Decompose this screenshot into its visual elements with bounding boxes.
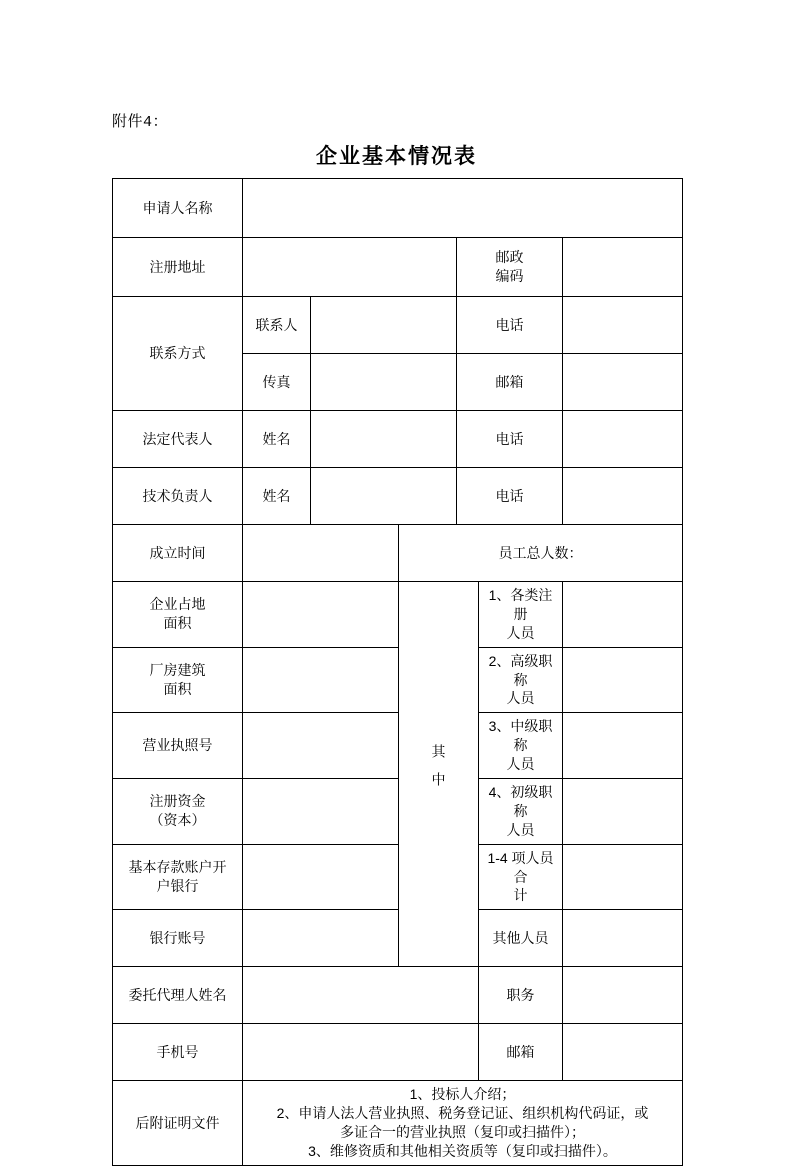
agent-position-label: 职务 — [479, 967, 563, 1024]
agent-email-value[interactable] — [563, 1024, 683, 1081]
table-row — [113, 525, 683, 582]
bank-account-open-label-line1: 基本存款账户开 — [128, 859, 227, 876]
contact-person-value[interactable] — [311, 297, 457, 354]
registered-capital-label-line1: 注册资金 — [149, 793, 206, 810]
table-row — [113, 647, 683, 713]
attached-docs-line-2: 2、申请人法人营业执照、税务登记证、组织机构代码证，或 — [276, 1105, 649, 1122]
staff-row-label-1-line1: 1、各类注册 — [488, 587, 553, 622]
legal-rep-name-label: 姓名 — [243, 411, 311, 468]
table-row — [113, 1081, 683, 1166]
staff-row-label-1-line2: 人员 — [506, 624, 535, 641]
staff-row-label-3-line2: 人员 — [506, 756, 535, 773]
license-no-label: 营业执照号 — [113, 713, 243, 779]
email-value[interactable] — [563, 354, 683, 411]
attachment-label: 附件4： — [112, 114, 169, 131]
establish-time-value[interactable] — [243, 525, 399, 582]
mobile-label: 手机号 — [113, 1024, 243, 1081]
staff-row-value-1[interactable] — [563, 582, 683, 648]
staff-row-value-6[interactable] — [563, 910, 683, 967]
staff-row-value-3[interactable] — [563, 713, 683, 779]
table-row — [113, 179, 683, 238]
tech-lead-name-label: 姓名 — [243, 468, 311, 525]
tech-lead-phone-value[interactable] — [563, 468, 683, 525]
registered-address-value[interactable] — [243, 238, 457, 297]
email-label: 邮箱 — [457, 354, 563, 411]
legal-rep-name-value[interactable] — [311, 411, 457, 468]
staff-row-value-2[interactable] — [563, 647, 683, 713]
staff-row-value-5[interactable] — [563, 844, 683, 910]
agent-name-label: 委托代理人姓名 — [113, 967, 243, 1024]
applicant-name-label: 申请人名称 — [113, 179, 243, 238]
applicant-name-value[interactable] — [243, 179, 683, 238]
land-area-value[interactable] — [243, 582, 399, 648]
postal-code-label — [457, 238, 563, 297]
land-area-label-line1: 企业占地 — [149, 596, 206, 613]
bank-account-open-label-line2: 户银行 — [156, 878, 199, 895]
staff-row-label-1 — [479, 582, 563, 648]
tech-lead-name-value[interactable] — [311, 468, 457, 525]
bank-account-no-value[interactable] — [243, 910, 399, 967]
staff-row-label-4 — [479, 779, 563, 845]
staff-row-label-4-line1: 4、初级职称 — [488, 784, 553, 819]
staff-row-label-2-line1: 2、高级职称 — [488, 652, 553, 688]
plant-area-label-line2: 面积 — [163, 681, 192, 697]
land-area-label-line2: 面积 — [163, 615, 192, 632]
plant-area-label-line1: 厂房建筑 — [149, 662, 206, 679]
attached-docs-notes — [243, 1081, 683, 1166]
tech-lead-label: 技术负责人 — [113, 468, 243, 525]
table-row — [113, 779, 683, 845]
plant-area-label — [113, 647, 243, 713]
table-row — [113, 297, 683, 354]
staff-row-label-2-line2: 人员 — [506, 690, 535, 707]
table-row — [113, 967, 683, 1024]
plant-area-value[interactable] — [243, 647, 399, 713]
staff-row-label-5-line2: 计 — [513, 887, 528, 904]
legal-rep-label: 法定代表人 — [113, 411, 243, 468]
staff-row-label-5 — [479, 844, 563, 910]
fax-label: 传真 — [243, 354, 311, 411]
establish-time-label: 成立时间 — [113, 525, 243, 582]
staff-row-label-3-line1: 3、中级职称 — [488, 718, 553, 754]
table-row — [113, 468, 683, 525]
among-which-text: 其中 — [430, 743, 447, 800]
legal-rep-phone-value[interactable] — [563, 411, 683, 468]
staff-row-value-4[interactable] — [563, 779, 683, 845]
page-title: 企业基本情况表 — [316, 145, 477, 168]
registered-capital-label — [113, 779, 243, 845]
table-row — [113, 582, 683, 648]
attached-docs-label: 后附证明文件 — [113, 1081, 243, 1166]
enterprise-info-table — [112, 178, 683, 1166]
total-staff-label: 员工总人数： — [399, 525, 683, 582]
license-no-value[interactable] — [243, 713, 399, 779]
contact-phone-label: 电话 — [457, 297, 563, 354]
table-row — [113, 713, 683, 779]
bank-account-no-label: 银行账号 — [113, 910, 243, 967]
postal-code-label-line1: 邮政 — [495, 249, 524, 266]
attached-docs-line-4: 3、维修资质和其他相关资质等（复印或扫描件）。 — [308, 1143, 617, 1160]
agent-email-label: 邮箱 — [479, 1024, 563, 1081]
fax-value[interactable] — [311, 354, 457, 411]
bank-account-open-value[interactable] — [243, 844, 399, 910]
bank-account-open-label — [113, 844, 243, 910]
agent-name-value[interactable] — [243, 967, 479, 1024]
agent-position-value[interactable] — [563, 967, 683, 1024]
contact-label: 联系方式 — [113, 297, 243, 411]
table-row — [113, 1024, 683, 1081]
postal-code-label-line2: 编码 — [495, 268, 524, 284]
tech-lead-phone-label: 电话 — [457, 468, 563, 525]
table-row — [113, 844, 683, 910]
registered-address-label: 注册地址 — [113, 238, 243, 297]
staff-row-label-3 — [479, 713, 563, 779]
among-which-label — [399, 582, 479, 967]
contact-person-label: 联系人 — [243, 297, 311, 354]
legal-rep-phone-label: 电话 — [457, 411, 563, 468]
postal-code-value[interactable] — [563, 238, 683, 297]
registered-capital-label-line2: （资本） — [149, 812, 206, 829]
attached-docs-line-1: 1、投标人介绍； — [409, 1086, 516, 1103]
staff-row-label-6: 其他人员 — [479, 910, 563, 967]
staff-row-label-5-line1: 1-4 项人员合 — [487, 849, 554, 885]
staff-row-label-4-line2: 人员 — [506, 821, 535, 838]
table-row — [113, 238, 683, 297]
mobile-value[interactable] — [243, 1024, 479, 1081]
contact-phone-value[interactable] — [563, 297, 683, 354]
staff-row-label-2 — [479, 647, 563, 713]
registered-capital-value[interactable] — [243, 779, 399, 845]
attached-docs-line-3: 多证合一的营业执照（复印或扫描件）； — [340, 1124, 586, 1141]
table-row — [113, 411, 683, 468]
land-area-label — [113, 582, 243, 648]
table-row — [113, 910, 683, 967]
